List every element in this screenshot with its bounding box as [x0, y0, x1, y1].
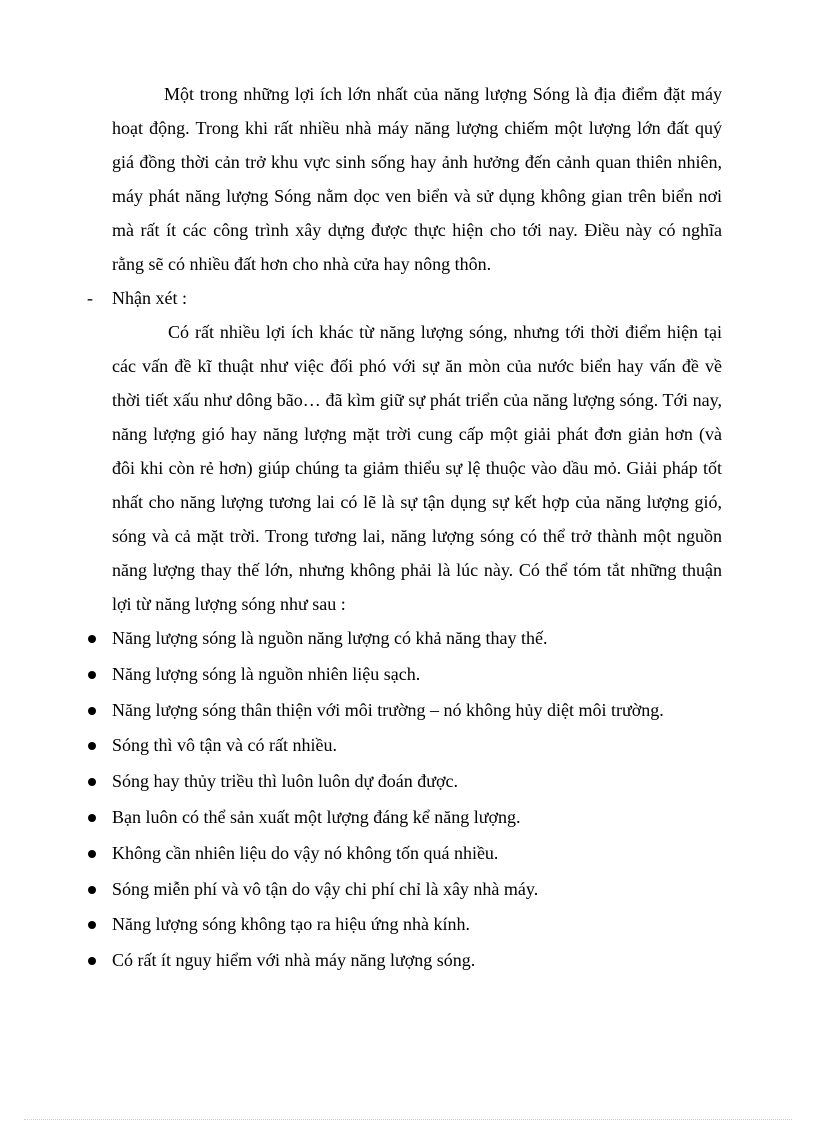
bullet-icon — [88, 850, 96, 858]
list-item — [112, 728, 722, 764]
bullet-icon — [88, 671, 96, 679]
list-item-text: Sóng thì vô tận và có rất nhiều. — [112, 735, 337, 756]
list-item-text: Năng lượng sóng không tạo ra hiệu ứng nhà kính. — [112, 914, 470, 935]
list-item-text: Sóng miễn phí và vô tận do vậy chi phí chỉ là xây nhà máy. — [112, 878, 539, 899]
list-item — [112, 621, 722, 657]
bullet-icon — [88, 957, 96, 965]
bullet-icon — [88, 886, 96, 894]
list-item — [112, 943, 722, 979]
bullet-icon — [88, 778, 96, 786]
list-item — [112, 800, 722, 836]
list-item-text: Bạn luôn có thể sản xuất một lượng đáng kể năng lượng. — [112, 806, 521, 827]
list-item-text: Không cần nhiên liệu do vậy nó không tốn quá nhiều. — [112, 842, 499, 863]
list-item — [112, 907, 722, 943]
bullet-icon — [88, 707, 96, 715]
list-item-text: Năng lượng sóng thân thiện với môi trường – nó không hủy diệt môi trường. — [112, 699, 664, 720]
list-item-text: Sóng hay thủy triều thì luôn luôn dự đoán được. — [112, 771, 458, 792]
list-item — [112, 872, 722, 908]
document-body — [87, 77, 722, 979]
bullet-icon — [88, 742, 96, 750]
advantages-list — [112, 621, 722, 979]
bullet-icon — [88, 921, 96, 929]
list-item — [112, 836, 722, 872]
page-bottom-divider — [24, 1119, 792, 1120]
remarks-heading-row — [87, 281, 722, 315]
bullet-icon — [88, 635, 96, 643]
list-item — [112, 657, 722, 693]
paragraph-site-advantage: Một trong những lợi ích lớn nhất của năng lượng Sóng là địa điểm đặt máy hoạt động. Trong khi rất nhiều nhà máy năng lượng chiếm một lượng lớn đất quý giá đồng thời cản trở khu vực sinh sống hay ảnh hưởng đến cảnh quan thiên nhiên, máy phát năng lượng Sóng nằm dọc ven biển và sử dụng không gian trên biển nơi mà rất ít các công trình xây dựng được thực hiện cho tới nay. Điều này có nghĩa rằng sẽ có nhiều đất hơn cho nhà cửa hay nông thôn. — [112, 84, 722, 274]
list-item-text: Có rất ít nguy hiểm với nhà máy năng lượng sóng. — [112, 950, 476, 971]
dash-marker: - — [87, 288, 93, 308]
list-item-text: Năng lượng sóng là nguồn năng lượng có khả năng thay thế. — [112, 628, 548, 648]
paragraph-remarks: Có rất nhiều lợi ích khác từ năng lượng sóng, nhưng tới thời điểm hiện tại các vấn đề kĩ thuật như việc đối phó với sự ăn mòn của nước biển hay vấn đề về thời tiết xấu như dông bão… đã kìm giữ sự phát triển của năng lượng sóng. Tới nay, năng lượng gió hay năng lượng mặt trời cung cấp một giải phát đơn giản hơn (và đôi khi còn rẻ hơn) giúp chúng ta giảm thiểu sự lệ thuộc vào dầu mỏ. Giải pháp tốt nhất cho năng lượng tương lai có lẽ là sự tận dụng sự kết hợp của năng lượng gió, sóng và cả mặt trời. Trong tương lai, năng lượng sóng có thể trở thành một nguồn năng lượng thay thế lớn, nhưng không phải là lúc này. Có thể tóm tắt những thuận lợi từ năng lượng sóng như sau : — [112, 322, 722, 614]
bullet-icon — [88, 814, 96, 822]
list-item — [112, 693, 722, 729]
remarks-heading: Nhận xét : — [112, 288, 187, 308]
list-item — [112, 764, 722, 800]
list-item-text: Năng lượng sóng là nguồn nhiên liệu sạch. — [112, 663, 421, 684]
